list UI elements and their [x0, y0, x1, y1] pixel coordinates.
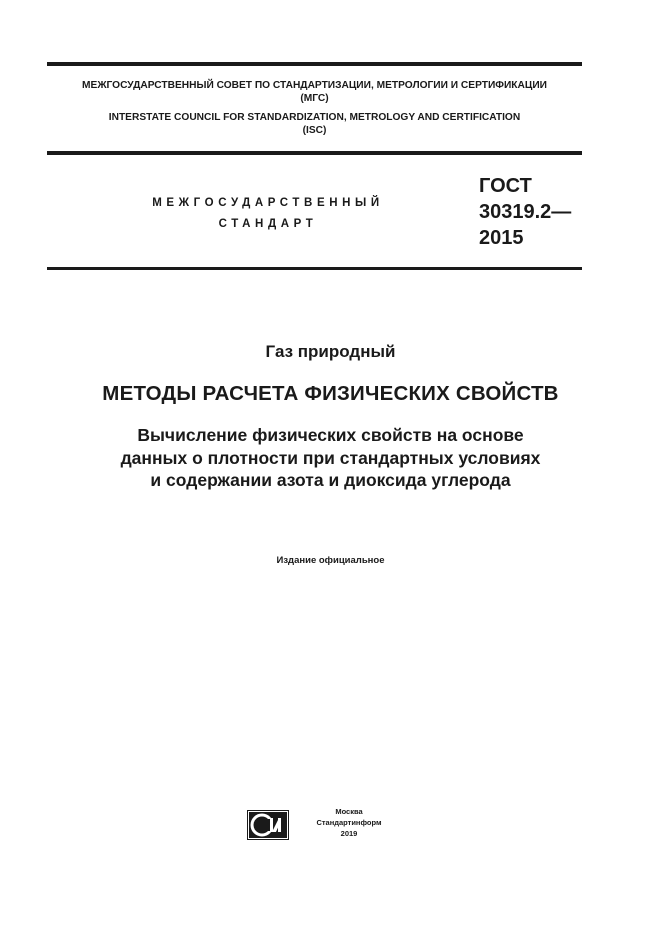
gost-designation: [479, 173, 571, 251]
edition-note: Издание официальное: [276, 555, 385, 566]
gost-number: 30319.2—: [479, 201, 572, 223]
document-subject: Газ природный: [265, 342, 396, 361]
middle-rule: [47, 151, 582, 155]
description-line2: данных о плотности при стандартных условиях: [120, 447, 541, 468]
council-name-ru: [47, 79, 582, 105]
publisher-text: [305, 806, 393, 839]
document-title: МЕТОДЫ РАСЧЕТА ФИЗИЧЕСКИХ СВОЙСТВ: [102, 382, 559, 405]
top-rule: [47, 62, 582, 66]
standartinform-logo-icon: [247, 810, 289, 840]
description-line3: и содержании азота и диоксида углерода: [150, 470, 511, 490]
gost-label: ГОСТ: [479, 175, 532, 197]
standard-kind: [118, 193, 418, 235]
publisher-year: 2019: [340, 829, 358, 838]
description-line1: Вычисление физических свойств на основе: [137, 425, 524, 445]
council-ru-text: МЕЖГОСУДАРСТВЕННЫЙ СОВЕТ ПО СТАНДАРТИЗАЦИИ, МЕТРОЛОГИИ И СЕРТИФИКАЦИИ: [82, 80, 547, 91]
publisher-city: Москва: [335, 807, 363, 816]
standard-kind-line1: МЕЖГОСУДАРСТВЕННЫЙ: [152, 197, 384, 209]
standard-kind-line2: СТАНДАРТ: [218, 218, 318, 230]
document-description: [0, 424, 661, 492]
publisher-name: Стандартинформ: [316, 818, 382, 827]
gost-year: 2015: [479, 227, 524, 249]
council-en-text: INTERSTATE COUNCIL FOR STANDARDIZATION, METROLOGY AND CERTIFICATION: [108, 112, 521, 123]
publisher-block: [247, 806, 427, 842]
council-name-en: [47, 111, 582, 137]
bottom-rule: [47, 267, 582, 270]
council-ru-abbr: (МГС): [300, 93, 329, 104]
council-en-abbr: (ISC): [302, 125, 327, 136]
